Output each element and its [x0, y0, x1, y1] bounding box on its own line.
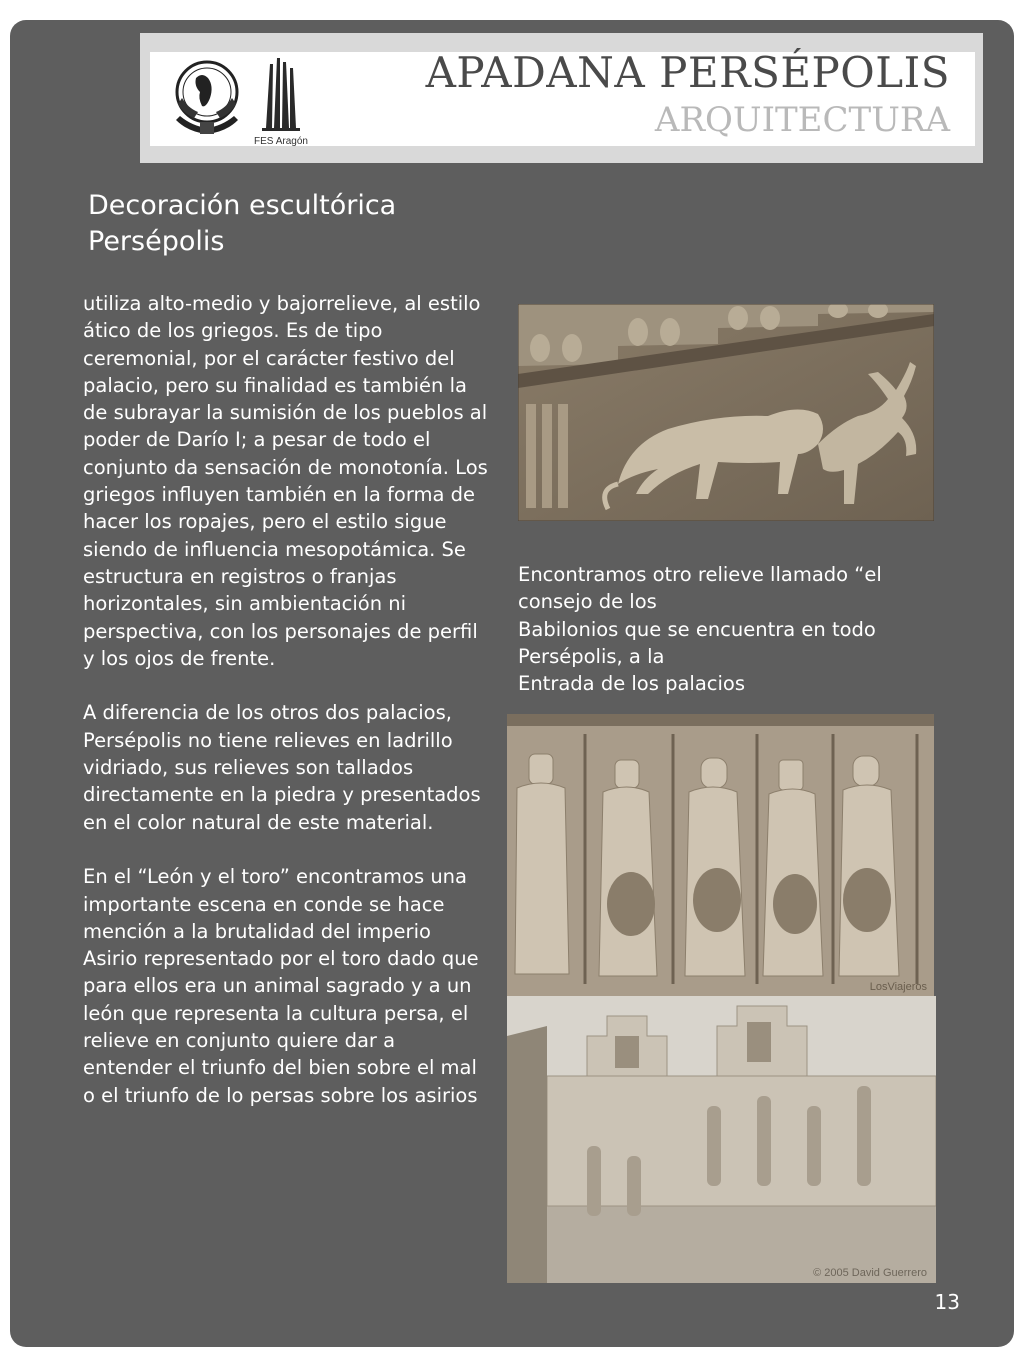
- unam-crest-logo: [168, 58, 246, 140]
- staircase-relief-image: [507, 996, 936, 1283]
- caption-line-5: Entrada de los palacios: [518, 672, 746, 696]
- section-heading: [88, 188, 508, 260]
- body-paragraph-1: utiliza alto-medio y bajorrelieve, al estilo ático de los griegos. Es de tipo ceremonial, por el carácter festivo del palacio, pero su finalidad es también la de subrayar la sumisión de los pueblos al poder de Darío I; a pesar de todo el conjunto da sensación de monotonía. Los griegos influyen también en la forma de hacer los ropajes, pero el estilo sigue siendo de influencia mesopotámica. Se estructura en registros o franjas horizontales, sin ambientación ni perspectiva, con los personajes de perfil y los ojos de frente.: [83, 292, 488, 670]
- procession-image-watermark: LosViajeros: [869, 981, 927, 993]
- fes-logo-label: FES Aragón: [254, 136, 308, 147]
- relief-caption: [518, 561, 948, 697]
- page-title: APADANA PERSÉPOLIS: [425, 48, 950, 97]
- section-heading-line1: Decoración escultórica: [88, 190, 397, 221]
- staircase-image-watermark: © 2005 David Guerrero: [813, 1267, 927, 1279]
- caption-line-3: Babilonios que se encuentra en todo: [518, 617, 876, 641]
- fes-aragon-towers-logo: [252, 56, 310, 148]
- caption-line-4: Persépolis, a la: [518, 644, 665, 668]
- caption-line-2: consejo de los: [518, 590, 657, 614]
- body-text: [83, 290, 488, 1136]
- body-paragraph-2: A diferencia de los otros dos palacios, Persépolis no tiene relieves en ladrillo vidriado, sus relieves son tallados directamente en la piedra y presentados en el color natural de este material.: [83, 701, 481, 834]
- body-paragraph-3: En el “León y el toro” encontramos una importante escena en conde se hace mención a la brutalidad del imperio Asirio representado por el toro dado que para ellos era un animal sagrado y a un león que representa la cultura persa, el relieve en conjunto quiere dar a entender el triunfo del bien sobre el mal o el triunfo de lo persas sobre los asirios: [83, 865, 479, 1107]
- procession-relief-image: [507, 714, 934, 996]
- page-number: 13: [934, 1290, 960, 1314]
- section-heading-line2: Persépolis: [88, 226, 225, 257]
- caption-line-1: Encontramos otro relieve llamado “el: [518, 563, 882, 586]
- page-subtitle: ARQUITECTURA: [654, 100, 950, 140]
- lion-and-bull-relief-image: [518, 304, 934, 521]
